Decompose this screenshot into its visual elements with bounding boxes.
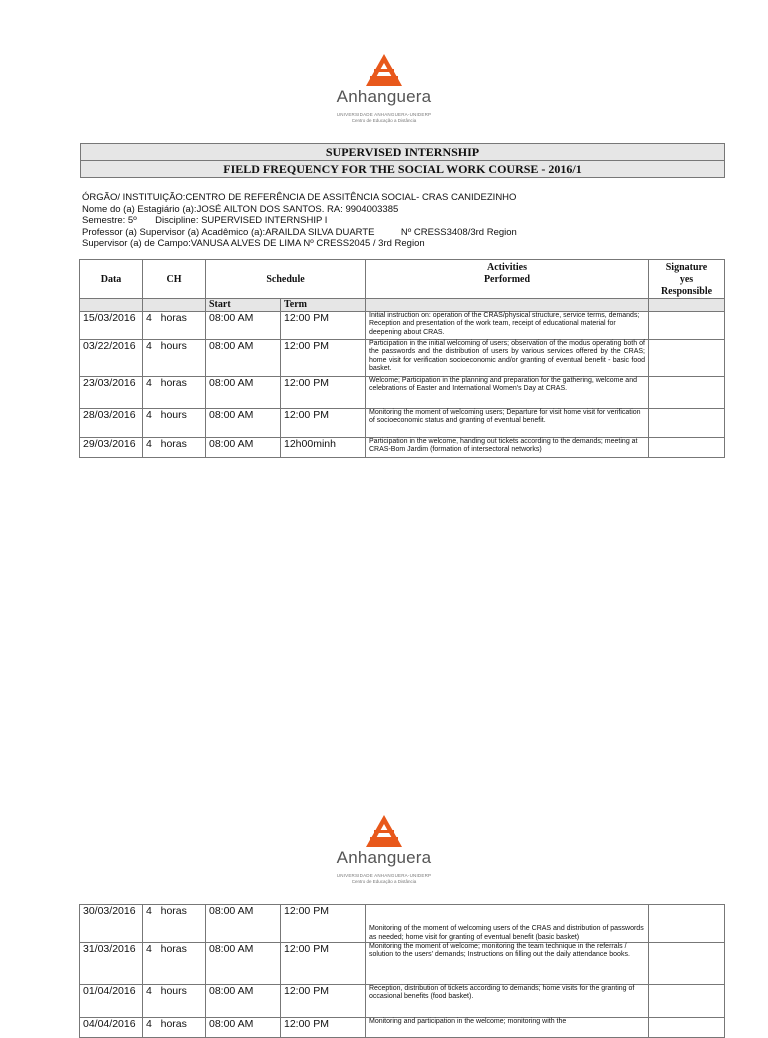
- row-date: 23/03/2016: [80, 377, 143, 409]
- row-term: 12:00 PM: [281, 1018, 366, 1038]
- row-signature: [649, 340, 725, 377]
- logo-subtitle: UNIVERSIDADE ANHANGUERA-UNIDERP: [336, 873, 432, 878]
- row-signature: [649, 1018, 725, 1038]
- row-start: 08:00 AM: [206, 905, 281, 943]
- row-signature: [649, 943, 725, 985]
- header-data: Data: [80, 260, 143, 299]
- row-signature: [649, 377, 725, 409]
- row-ch: 4 horas: [143, 312, 206, 340]
- header-signature-line1: Signature: [665, 262, 708, 273]
- row-activity: Monitoring the moment of welcome; monitoring the team technique in the referrals / solution to the users' demands; Instructions on filling out the daily attendance books.: [366, 943, 649, 985]
- logo-subtitle: UNIVERSIDADE ANHANGUERA-UNIDERP: [336, 112, 432, 117]
- table-subheader-row: [80, 299, 725, 312]
- anhanguera-logo-icon: [366, 54, 402, 86]
- header-signature: [649, 260, 725, 299]
- subheader-term: Term: [281, 299, 366, 312]
- info-professor: Professor (a) Supervisor (a) Acadêmico (a):ARAILDA SILVA DUARTE Nº CRESS3408/3rd Region: [82, 226, 517, 238]
- row-date: 03/22/2016: [80, 340, 143, 377]
- info-institution: ÓRGÃO/ INSTITUIÇÃO:CENTRO DE REFERÊNCIA DE ASSITÊNCIA SOCIAL- CRAS CANIDEZINHO: [82, 192, 517, 203]
- row-term: 12h00minh: [281, 438, 366, 458]
- row-activity: Monitoring and participation in the welcome; monitoring with the: [366, 1018, 649, 1038]
- document-title-box: [80, 143, 725, 178]
- row-activity: Participation in the welcome, handing out tickets according to the demands; meeting at CRAS-Bom Jardim (formation of intersectoral networks): [366, 438, 649, 458]
- table-row: [80, 943, 725, 985]
- row-term: 12:00 PM: [281, 943, 366, 985]
- header-ch: CH: [143, 260, 206, 299]
- row-ch: 4 horas: [143, 1018, 206, 1038]
- row-date: 15/03/2016: [80, 312, 143, 340]
- subheader-empty: [80, 299, 143, 312]
- row-start: 08:00 AM: [206, 438, 281, 458]
- info-semester: Semestre: 5º Discipline: SUPERVISED INTERNSHIP I: [82, 215, 328, 226]
- row-ch: 4 horas: [143, 438, 206, 458]
- row-ch: 4 hours: [143, 409, 206, 438]
- subheader-empty: [143, 299, 206, 312]
- row-signature: [649, 409, 725, 438]
- frequency-table: [79, 259, 725, 458]
- row-date: 01/04/2016: [80, 985, 143, 1018]
- intern-info: [82, 192, 517, 250]
- header-schedule: Schedule: [206, 260, 366, 299]
- row-ch: 4 horas: [143, 943, 206, 985]
- header-signature-line3: Responsible: [660, 286, 713, 297]
- table-row: [80, 312, 725, 340]
- row-term: 12:00 PM: [281, 985, 366, 1018]
- row-date: 04/04/2016: [80, 1018, 143, 1038]
- header-activities-line1: Activities: [487, 262, 527, 273]
- row-activity: Initial instruction on: operation of the CRAS/physical structure, service terms, demands; Reception and presentation of the work team, receipt of educational material for deepening about CRAS.: [366, 312, 649, 340]
- row-ch: 4 horas: [143, 905, 206, 943]
- logo-brand: Anhanguera: [336, 848, 432, 867]
- table-row: [80, 985, 725, 1018]
- table-row: [80, 905, 725, 943]
- row-start: 08:00 AM: [206, 1018, 281, 1038]
- row-activity: Monitoring the moment of welcoming users; Departure for visit home visit for verification of socioeconomic status and granting of eventual benefit.: [366, 409, 649, 438]
- header-signature-line2: yes: [679, 274, 694, 285]
- row-start: 08:00 AM: [206, 943, 281, 985]
- row-signature: [649, 438, 725, 458]
- row-date: 30/03/2016: [80, 905, 143, 943]
- row-start: 08:00 AM: [206, 312, 281, 340]
- row-term: 12:00 PM: [281, 377, 366, 409]
- table-row: [80, 340, 725, 377]
- table-row: [80, 1018, 725, 1038]
- row-date: 29/03/2016: [80, 438, 143, 458]
- university-logo-page-2: [0, 815, 768, 884]
- row-term: 12:00 PM: [281, 312, 366, 340]
- row-ch: 4 hours: [143, 340, 206, 377]
- row-term: 12:00 PM: [281, 340, 366, 377]
- header-activities: [366, 260, 649, 299]
- info-intern: Nome do (a) Estagiário (a):JOSÉ AILTON DOS SANTOS. RA: 9904003385: [82, 203, 399, 215]
- header-activities-line2: Performed: [483, 274, 531, 285]
- table-row: [80, 377, 725, 409]
- row-start: 08:00 AM: [206, 340, 281, 377]
- row-term: 12:00 PM: [281, 409, 366, 438]
- anhanguera-logo-icon: [366, 815, 402, 847]
- logo-subtitle-2: Centro de Educação a Distância: [351, 118, 417, 123]
- title-line-1: SUPERVISED INTERNSHIP: [81, 144, 724, 161]
- row-date: 28/03/2016: [80, 409, 143, 438]
- subheader-empty: [366, 299, 649, 312]
- row-activity: Participation in the initial welcoming of users; observation of the modus operating both of the passwords and the distribution of users by various services offered by the CRAS; home visit for verification socioeconomic and/or granting of eventual benefit - basic food basket.: [366, 340, 649, 377]
- row-signature: [649, 985, 725, 1018]
- subheader-start: Start: [206, 299, 281, 312]
- row-start: 08:00 AM: [206, 985, 281, 1018]
- title-line-2: FIELD FREQUENCY FOR THE SOCIAL WORK COURSE - 2016/1: [223, 162, 582, 176]
- university-logo: [0, 54, 768, 123]
- row-signature: [649, 312, 725, 340]
- table-row: [80, 438, 725, 458]
- frequency-table-continued: [79, 904, 725, 1038]
- logo-subtitle-2: Centro de Educação a Distância: [351, 879, 417, 884]
- info-field-supervisor: Supervisor (a) de Campo:VANUSA ALVES DE LIMA Nº CRESS2045 / 3rd Region: [82, 238, 425, 249]
- logo-brand: Anhanguera: [336, 87, 432, 106]
- row-term: 12:00 PM: [281, 905, 366, 943]
- row-activity: Monitoring of the moment of welcoming users of the CRAS and distribution of passwords as needed; home visit for granting of eventual benefit (basic basket): [366, 905, 649, 943]
- row-signature: [649, 905, 725, 943]
- table-row: [80, 409, 725, 438]
- row-ch: 4 horas: [143, 377, 206, 409]
- subheader-empty: [649, 299, 725, 312]
- row-activity: Reception, distribution of tickets according to demands; home visits for the granting of occasional benefits (food basket).: [366, 985, 649, 1018]
- row-date: 31/03/2016: [80, 943, 143, 985]
- row-start: 08:00 AM: [206, 409, 281, 438]
- row-activity: Welcome; Participation in the planning and preparation for the gathering, welcome and celebrations of Easter and International Women's Day at CRAS.: [366, 377, 649, 409]
- row-ch: 4 hours: [143, 985, 206, 1018]
- row-start: 08:00 AM: [206, 377, 281, 409]
- table-header-row: [80, 260, 725, 299]
